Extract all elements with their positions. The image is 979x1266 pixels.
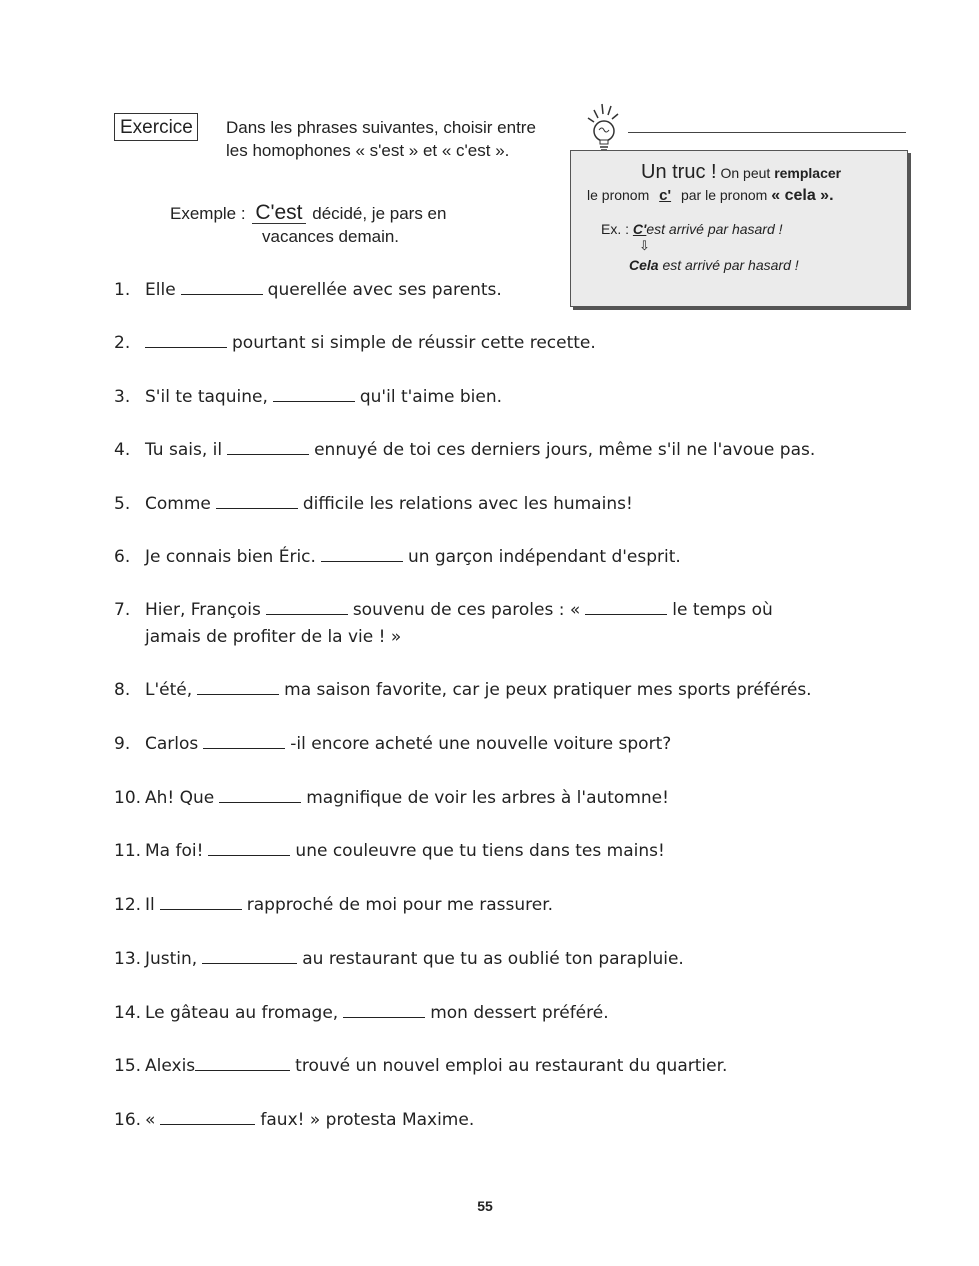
question-7: 7. Hier, François souvenu de ces paroles : « le temps où jamais de profiter de la vie ! »	[114, 600, 773, 647]
question-2: 2. pourtant si simple de réussir cette recette.	[114, 333, 596, 353]
question-13: 13. Justin, au restaurant que tu as oublié ton parapluie.	[114, 949, 684, 969]
answer-blank[interactable]	[219, 788, 301, 803]
question-8: 8. L'été, ma saison favorite, car je peux pratiquer mes sports préférés.	[114, 680, 812, 700]
question-16: 16. « faux! » protesta Maxime.	[114, 1110, 475, 1130]
answer-blank[interactable]	[203, 734, 285, 749]
tip-line1	[641, 161, 841, 184]
tip-title: Un truc !	[641, 161, 717, 183]
answer-blank[interactable]	[273, 387, 355, 402]
answer-blank[interactable]	[266, 600, 348, 615]
tip-ex1-c: C'	[632, 221, 647, 237]
question-9: 9. Carlos -il encore acheté une nouvelle voiture sport?	[114, 734, 672, 754]
tip-line2	[587, 187, 834, 205]
question-4: 4. Tu sais, il ennuyé de toi ces derniers jours, même s'il ne l'avoue pas.	[114, 440, 816, 460]
example-sentence	[170, 202, 530, 248]
tip-pronoun-c: c'	[659, 187, 672, 204]
tip-line2-a: le pronom	[587, 187, 650, 203]
question-6: 6. Je connais bien Éric. un garçon indépendant d'esprit.	[114, 547, 681, 567]
tip-ex2-bold: Cela	[629, 257, 659, 273]
answer-blank[interactable]	[216, 494, 298, 509]
answer-blank[interactable]	[321, 547, 403, 562]
tip-line1-bold: remplacer	[774, 165, 842, 181]
question-3: 3. S'il te taquine, qu'il t'aime bien.	[114, 387, 503, 407]
example-answer: C'est	[252, 202, 305, 224]
answer-blank[interactable]	[160, 895, 242, 910]
answer-blank[interactable]	[343, 1003, 425, 1018]
instruction-text: Dans les phrases suivantes, choisir entre les homophones « s'est » et « c'est ».	[226, 118, 536, 160]
question-5: 5. Comme difficile les relations avec les humains!	[114, 494, 633, 514]
question-12: 12. Il rapproché de moi pour me rassurer.	[114, 895, 554, 915]
tip-divider	[628, 132, 906, 133]
tip-ex1-rest: est arrivé par hasard !	[646, 221, 783, 237]
question-14: 14. Le gâteau au fromage, mon dessert préféré.	[114, 1003, 609, 1023]
answer-blank[interactable]	[197, 680, 279, 695]
question-1: 1. Elle querellée avec ses parents.	[114, 280, 502, 300]
tip-example-1	[601, 221, 783, 237]
example-line2: vacances demain.	[262, 227, 400, 246]
answer-blank[interactable]	[202, 949, 297, 964]
answer-blank[interactable]	[195, 1056, 290, 1071]
tip-ex-prefix: Ex. :	[601, 221, 630, 237]
tip-ex2-rest: est arrivé par hasard !	[662, 257, 799, 273]
tip-line2-b: par le pronom	[680, 187, 768, 203]
down-arrow-icon: ⇩	[639, 238, 650, 253]
question-10: 10. Ah! Que magnifique de voir les arbres à l'automne!	[114, 788, 669, 808]
tip-example-2	[629, 257, 799, 273]
answer-blank[interactable]	[585, 600, 667, 615]
question-11: 11. Ma foi! une couleuvre que tu tiens dans tes mains!	[114, 841, 665, 861]
example-after: décidé, je pars en	[312, 204, 447, 223]
tip-line1-rest: On peut	[720, 165, 771, 181]
answer-blank[interactable]	[145, 333, 227, 348]
tip-pronoun-cela: « cela ».	[771, 187, 834, 204]
answer-blank[interactable]	[208, 841, 290, 856]
answer-blank[interactable]	[181, 280, 263, 295]
answer-blank[interactable]	[160, 1110, 255, 1125]
page-number: 55	[477, 1198, 493, 1214]
question-15: 15. Alexis trouvé un nouvel emploi au restaurant du quartier.	[114, 1056, 728, 1076]
exercise-label: Exercice	[114, 113, 198, 141]
example-prefix: Exemple :	[170, 204, 246, 223]
answer-blank[interactable]	[227, 440, 309, 455]
